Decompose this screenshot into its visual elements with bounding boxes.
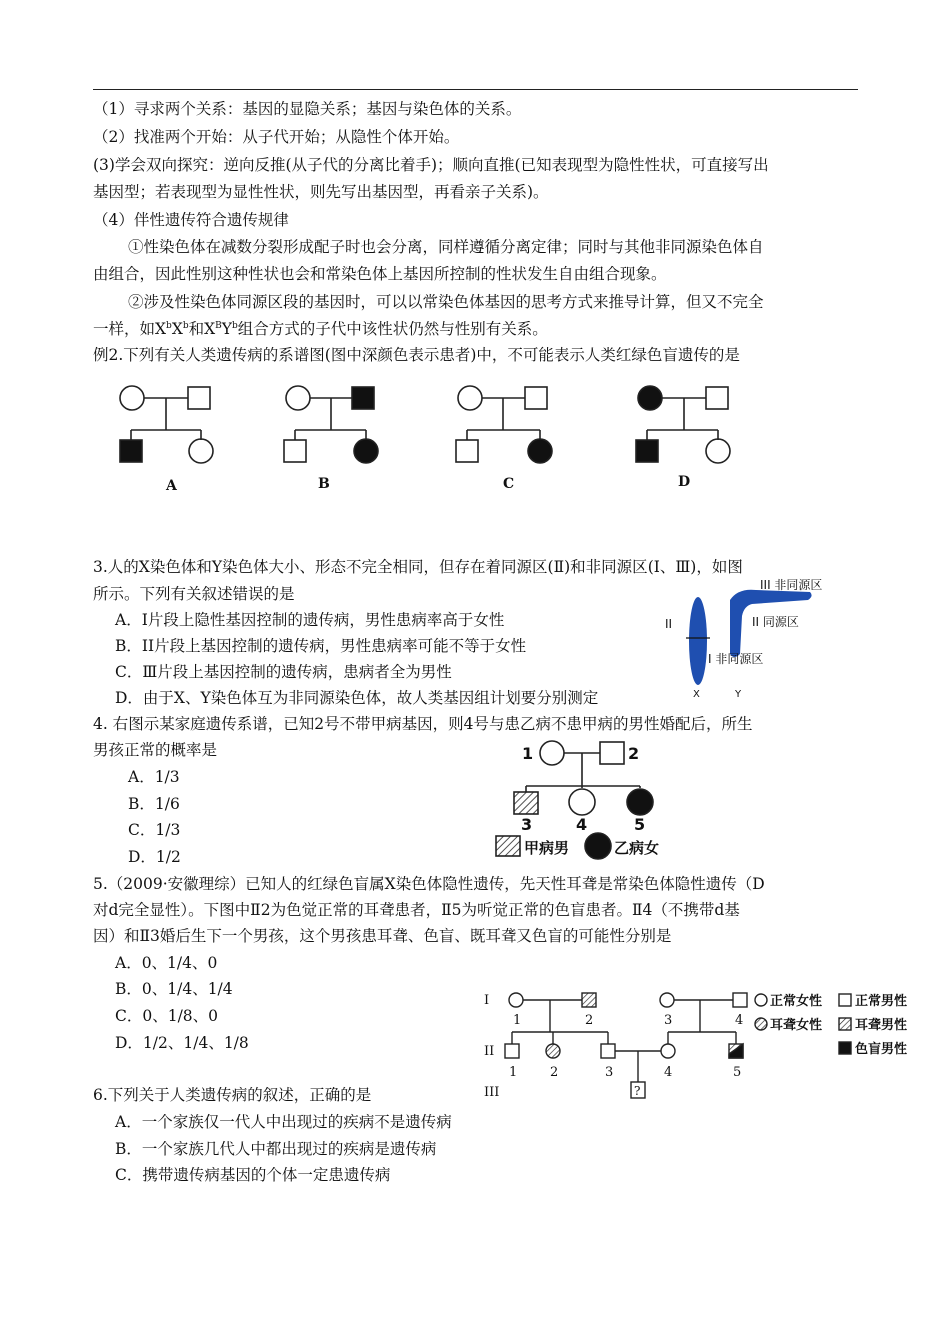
q3-stem-line1: 3.人的X染色体和Y染色体大小、形态不完全相同，但存在着同源区(Ⅱ)和非同源区(Ⅰ、Ⅲ)，如图 (93, 558, 743, 576)
q6-option-b: B．一个家族几代人中都出现过的疾病是遗传病 (115, 1140, 437, 1158)
legend-deaf-female: 耳聋女性 (770, 1018, 823, 1033)
label-iii-nonhomologous: III 非同源区 (760, 578, 823, 592)
q3-option-a: A．Ⅰ片段上隐性基因控制的遗传病，男性患病率高于女性 (115, 611, 505, 629)
pedigree-label-d: D (678, 474, 691, 490)
q5-stem-line2: 对d完全显性）。下图中Ⅱ2为色觉正常的耳聋患者，Ⅱ5为听觉正常的色盲患者。Ⅱ4（不携带d基 (93, 901, 740, 919)
label-x: X (693, 689, 700, 700)
q6-option-c: C．携带遗传病基因的个体一定患遗传病 (115, 1166, 391, 1184)
q5-i-1: 1 (513, 1013, 522, 1028)
q5-stem-line1: 5.（2009·安徽理综）已知人的红绿色盲属X染色体隐性遗传，先天性耳聋是常染色体隐性遗传（D (93, 875, 765, 893)
q4-legend-disease-b-female: 乙病女 (614, 839, 660, 857)
q4-option-a: A．1/3 (128, 768, 180, 786)
example-2-stem: 例2.下列有关人类遗传病的系谱图(图中深颜色表示患者)中，不可能表示人类红绿色盲遗传的是 (93, 346, 740, 364)
legend-normal-female: 正常女性 (770, 994, 823, 1009)
point-4-1-line1: ①性染色体在减数分裂形成配子时也会分离，同样遵循分离定律；同时与其他非同源染色体自 (128, 238, 764, 256)
q4-legend-disease-a-male: 甲病男 (524, 839, 570, 857)
point-1: （1）寻求两个关系：基因的显隐关系；基因与染色体的关系。 (93, 100, 522, 118)
q6-option-a: A．一个家族仅一代人中出现过的疾病不是遗传病 (115, 1113, 452, 1131)
pedigree-label-b: B (318, 476, 330, 492)
q5-ii-4: 4 (664, 1065, 673, 1080)
x-chromosome (689, 597, 707, 685)
q5-iii-unknown: ? (634, 1084, 641, 1098)
q5-option-d: D．1/2、1/4、1/8 (115, 1034, 249, 1052)
label-y: Y (735, 689, 742, 700)
example-2-pedigrees (110, 378, 750, 498)
pedigree-label-a: A (166, 478, 177, 494)
legend-colorblind-male: 色盲男性 (855, 1042, 908, 1057)
q3-option-b: B．II片段上基因控制的遗传病，男性患病率可能不等于女性 (115, 637, 527, 655)
q4-option-c: C．1/3 (128, 821, 181, 839)
q5-ii-2: 2 (550, 1065, 559, 1080)
q4-member-5: 5 (634, 815, 646, 834)
q6-stem: 6.下列关于人类遗传病的叙述，正确的是 (93, 1086, 372, 1104)
q5-ii-1: 1 (509, 1065, 518, 1080)
q3-option-c: C．Ⅲ片段上基因控制的遗传病，患病者全为男性 (115, 663, 452, 681)
label-i-nonhomologous: I 非同源区 (708, 652, 764, 666)
q4-stem-line2: 男孩正常的概率是 (93, 741, 218, 759)
q5-generation-iii: III (484, 1085, 500, 1100)
q4-member-4: 4 (576, 815, 588, 834)
q5-option-a: A．0、1/4、0 (115, 954, 218, 972)
point-4: （4）伴性遗传符合遗传规律 (93, 211, 289, 229)
q4-member-2: 2 (628, 744, 640, 763)
point-4-2-line2: 一样，如$X^bX^b$和$X^BY^b$组合方式的子代中该性状仍然与性别有关系。 (93, 320, 548, 338)
q4-member-1: 1 (522, 744, 534, 763)
q5-i-4: 4 (735, 1013, 744, 1028)
q4-stem-line1: 4. 右图示某家庭遗传系谱，已知2号不带甲病基因，则4号与患乙病不患甲病的男性婚配后，所生 (93, 715, 753, 733)
q5-generation-ii: II (484, 1044, 495, 1059)
q3-option-d: D．由于X、Y染色体互为非同源染色体，故人类基因组计划要分别测定 (115, 689, 599, 707)
q5-i-3: 3 (664, 1013, 673, 1028)
q5-option-b: B．0、1/4、1/4 (115, 980, 233, 998)
xy-chromosome-figure (660, 574, 860, 704)
q5-ii-5: 5 (733, 1065, 742, 1080)
legend-deaf-male: 耳聋男性 (855, 1018, 908, 1033)
q5-option-c: C．0、1/8、0 (115, 1007, 219, 1025)
q5-ii-3: 3 (605, 1065, 614, 1080)
q4-option-b: B．1/6 (128, 795, 180, 813)
point-2: （2）找准两个开始：从子代开始；从隐性个体开始。 (93, 128, 460, 146)
q5-i-2: 2 (585, 1013, 594, 1028)
point-4-2-line1: ②涉及性染色体同源区段的基因时，可以以常染色体基因的思考方式来推导计算，但又不完全 (128, 293, 764, 311)
q4-member-3: 3 (521, 815, 533, 834)
point-3-line2: 基因型；若表现型为显性性状，则先写出基因型，再看亲子关系)。 (93, 183, 549, 201)
q5-generation-i: I (484, 993, 490, 1008)
point-3-line1: (3)学会双向探究：逆向反推(从子代的分离比着手)；顺向直推(已知表现型为隐性性状，可直接写出 (93, 156, 769, 174)
q4-option-d: D．1/2 (128, 848, 181, 866)
legend-normal-male: 正常男性 (855, 994, 908, 1009)
pedigree-label-c: C (503, 476, 515, 492)
q5-stem-line3: 因）和Ⅱ3婚后生下一个男孩，这个男孩患耳聋、色盲、既耳聋又色盲的可能性分别是 (93, 927, 672, 945)
q5-family-pedigree (478, 984, 933, 1104)
label-ii-homologous: II 同源区 (752, 615, 799, 629)
header-rule (93, 89, 858, 90)
q3-stem-line2: 所示。下列有关叙述错误的是 (93, 585, 295, 603)
point-4-1-line2: 由组合，因此性别这种性状也会和常染色体上基因所控制的性状发生自由组合现象。 (93, 265, 667, 283)
q4-family-pedigree (490, 736, 710, 864)
label-ii-left: II (665, 617, 673, 631)
